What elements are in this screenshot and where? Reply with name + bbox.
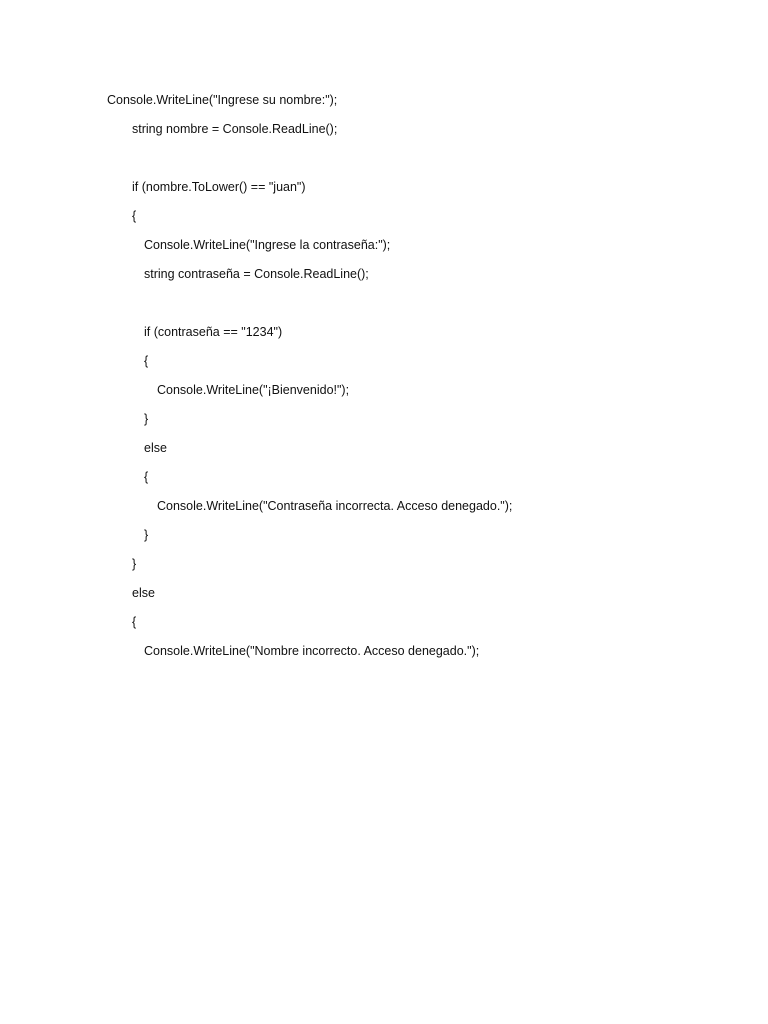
code-line: Console.WriteLine("Ingrese su nombre:"); [107, 93, 338, 107]
code-line [0, 293, 768, 322]
code-line: } [132, 557, 137, 571]
code-line: if (contraseña == "1234") [144, 325, 283, 339]
code-line: { [144, 470, 149, 484]
code-line: if (nombre.ToLower() == "juan") [132, 180, 306, 194]
code-line: string nombre = Console.ReadLine(); [132, 122, 338, 136]
code-line: { [144, 354, 149, 368]
code-line: Console.WriteLine("¡Bienvenido!"); [157, 383, 350, 397]
code-line: Console.WriteLine("Nombre incorrecto. Acceso denegado."); [144, 644, 480, 658]
code-block [0, 90, 768, 670]
code-line: { [132, 615, 137, 629]
code-line: { [132, 209, 137, 223]
code-line: string contraseña = Console.ReadLine(); [144, 267, 369, 281]
code-line: else [132, 586, 155, 600]
code-line [0, 148, 768, 177]
code-line: Console.WriteLine("Contraseña incorrecta. Acceso denegado."); [157, 499, 513, 513]
code-line: } [144, 412, 149, 426]
code-line: else [144, 441, 167, 455]
code-line: } [144, 528, 149, 542]
code-line: Console.WriteLine("Ingrese la contraseña:"); [144, 238, 391, 252]
